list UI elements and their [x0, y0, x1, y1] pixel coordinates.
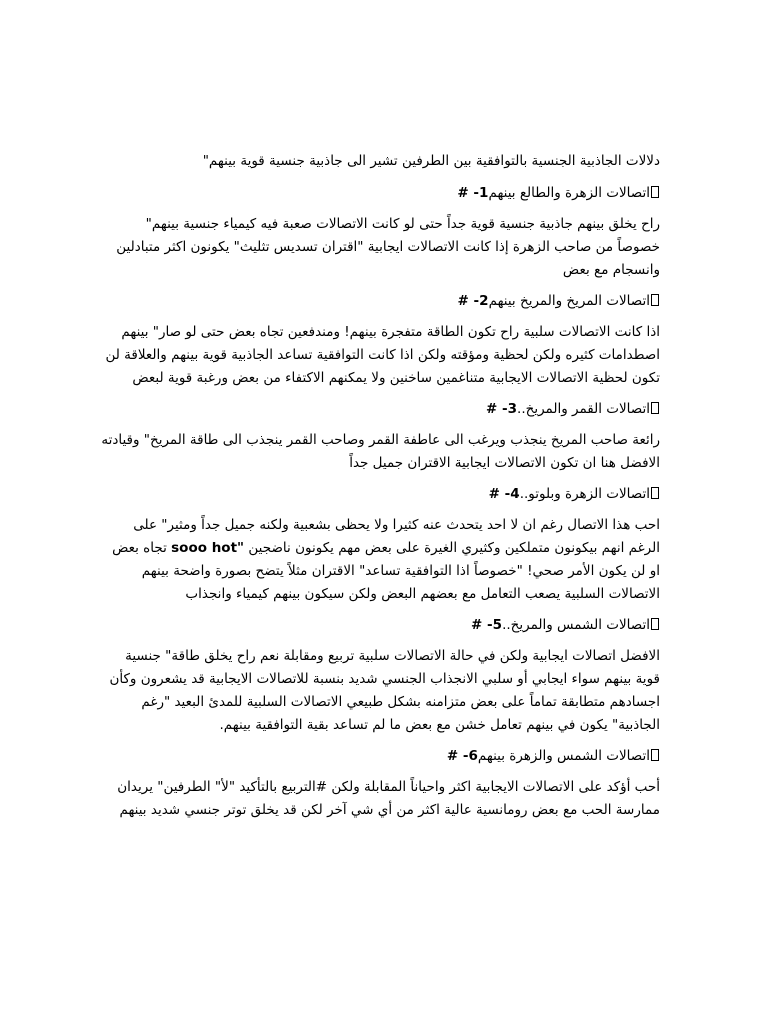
- section-heading-text: اتصالات المريخ والمريخ بينهم: [488, 293, 650, 309]
- section-number: 2- #: [457, 293, 489, 309]
- section-body-1: راح يخلق بينهم جاذبية جنسية قوية جداً حتى لو كانت الاتصالات صعبة فيه كيمياء جنسية بينهم" خصوصاً من صاحب الزهرة إذا كانت الاتصالات ايجابية "اقتران تسديس تثليث" يكونون اكثر متبادلين وانسجام مع بعض: [116, 216, 660, 278]
- unknown-glyph-icon: [651, 749, 659, 761]
- unknown-glyph-icon: [651, 294, 659, 306]
- section-body-5: الافضل اتصالات ايجابية ولكن في حالة الاتصالات سلبية تربيع ومقابلة نعم راح يخلق طاقة" جنسية قوية بينهم سواء ايجابي أو سلبي الانجذاب الجنسي شديد بنسبة للاتصالات الايجابية قد يشعرون وكأن اجسادهم متطابقة تماماً على بعض متزامنه بشكل طبيعي الاتصالات السلبية للمدئ البعيد "رغم الجاذبية" يكون في بينهم تعامل خشن مع بعض ما لم تساعد بقية التوافقية بينهم.: [109, 648, 660, 733]
- body-text-part: تجاه بعض او لن يكون الأمر صحي! "خصوصاً اذا التوافقية تساعد" الاقتران مثلاً يتضح بصورة واضحة بينهم الاتصالات السلبية يصعب التعامل مع بعضهم البعض ولكن سيكون بينهم كيمياء وانجذاب: [112, 540, 660, 602]
- section-heading-4: [100, 483, 660, 506]
- document-title: دلالات الجاذبية الجنسية بالتوافقية بين الطرفين تشير الى جاذبية جنسية قوية بينهم": [202, 153, 660, 169]
- section-heading-6: [100, 745, 660, 768]
- unknown-glyph-icon: [651, 402, 659, 414]
- unknown-glyph-icon: [651, 618, 659, 630]
- section-body-4: [100, 514, 660, 606]
- section-number: 1- #: [457, 185, 489, 201]
- section-heading-text: اتصالات الشمس والزهرة بينهم: [477, 748, 650, 764]
- section-heading-text: اتصالات الشمس والمريخ..: [502, 617, 650, 633]
- section-heading-2: [100, 290, 660, 313]
- section-heading-text: اتصالات القمر والمريخ..: [517, 401, 650, 417]
- section-heading-5: [100, 614, 660, 637]
- section-heading-3: [100, 398, 660, 421]
- body-text-part: احب هذا الاتصال رغم ان لا احد يتحدث عنه كثيرا ولا يحظى بشعبية ولكنه جميل جداً ومثير" على الرغم انهم بيكونون متملكين وكثيري الغيرة على بعض مهم يكونون ناضجين: [133, 517, 660, 556]
- section-number: 3- #: [486, 401, 518, 417]
- emphasis-text: "sooo hot: [171, 540, 245, 556]
- section-heading-text: اتصالات الزهرة والطالع بينهم: [488, 185, 650, 201]
- section-number: 5- #: [471, 617, 503, 633]
- section-heading-text: اتصالات الزهرة وبلوتو..: [519, 486, 650, 502]
- section-body-2: اذا كانت الاتصالات سلبية راح تكون الطاقة متفجرة بينهم! ومندفعين تجاه بعض حتى لو صار" بينهم اصطدامات كثيره ولكن لحظية ومؤقته ولكن اذا كانت التوافقية تساعد الجاذبية قوية بينهم والعلاقة لن تكون لحظية الاتصالات الايجابية متناغمين ساخنين ولا يمكنهم الاكتفاء من بعض ورغبة قوية لبعض: [105, 324, 660, 386]
- unknown-glyph-icon: [651, 487, 659, 499]
- unknown-glyph-icon: [651, 186, 659, 198]
- section-heading-1: [100, 182, 660, 205]
- section-body-6: أحب أؤكد على الاتصالات الايجابية اكثر واحياناً المقابلة ولكن #التربيع بالتأكيد "لأ" الطرفين" يريدان ممارسة الحب مع بعض رومانسية عالية اكثر من أي شي آخر لكن قد يخلق توتر جنسي شديد بينهم: [117, 779, 660, 818]
- document-page: [100, 150, 660, 830]
- section-body-3: رائعة صاحب المريخ ينجذب ويرغب الى عاطفة القمر وصاحب القمر ينجذب الى طاقة المريخ" وقيادته الافضل هنا ان تكون الاتصالات ايجابية الاقتران جميل جداً: [101, 432, 660, 471]
- section-number: 6- #: [446, 748, 478, 764]
- section-number: 4- #: [488, 486, 520, 502]
